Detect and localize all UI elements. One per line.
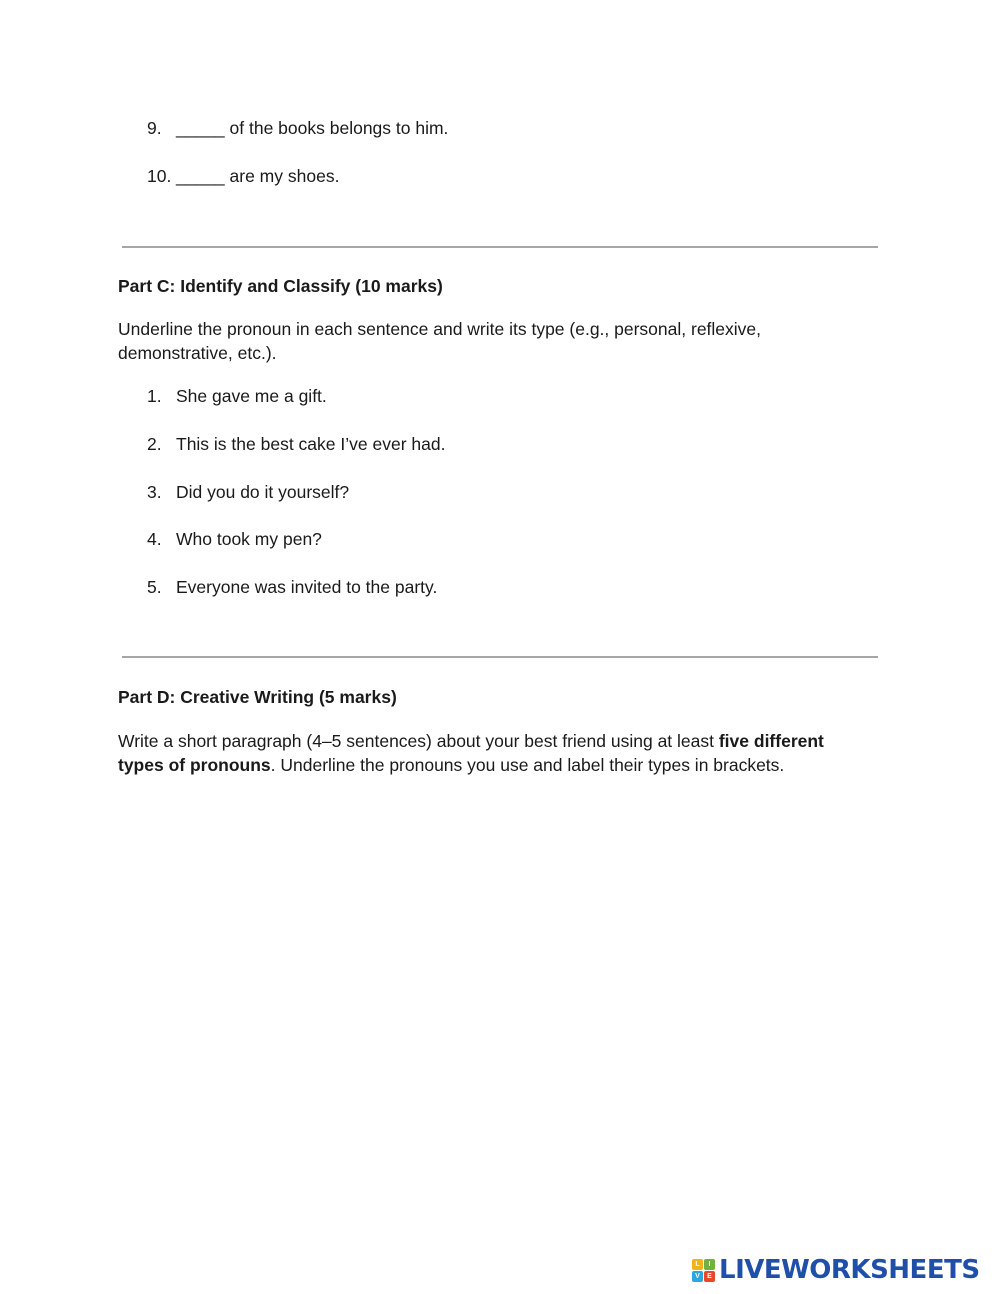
sentence-item: She gave me a gift.	[176, 386, 327, 406]
part-d-instruction	[118, 729, 878, 777]
logo-tile: L	[692, 1259, 703, 1270]
part-d-bold-line2: types of pronouns	[118, 755, 271, 775]
item-number: 9.	[147, 118, 162, 138]
item-number: 2.	[147, 434, 162, 454]
part-d-heading: Part D: Creative Writing (5 marks)	[118, 687, 397, 707]
logo-tile: I	[704, 1259, 715, 1270]
section-divider	[122, 656, 878, 658]
item-number: 3.	[147, 482, 162, 502]
sentence-item: Did you do it yourself?	[176, 482, 350, 502]
part-d-text-after: . Underline the pronouns you use and label their types in brackets.	[270, 755, 785, 775]
logo-tile: E	[704, 1271, 715, 1282]
logo-tiles-icon	[692, 1259, 715, 1282]
item-number: 10.	[147, 166, 172, 186]
part-c-heading: Part C: Identify and Classify (10 marks)	[118, 276, 443, 296]
part-d-text-before: Write a short paragraph (4–5 sentences) about your best friend using at least	[118, 731, 719, 751]
part-c-instruction	[118, 317, 878, 365]
part-d-bold-line1: five different	[718, 731, 824, 751]
sentence-item: Who took my pen?	[176, 529, 322, 549]
logo-text: LIVEWORKSHEETS	[719, 1255, 980, 1285]
item-number: 4.	[147, 529, 162, 549]
section-divider	[122, 246, 878, 248]
logo-tile: V	[692, 1271, 703, 1282]
sentence-item: Everyone was invited to the party.	[176, 577, 438, 597]
item-number: 5.	[147, 577, 162, 597]
item-number: 1.	[147, 386, 162, 406]
part-c-instruction-line1: Underline the pronoun in each sentence and write its type (e.g., personal, reflexive,	[118, 319, 762, 339]
fill-in-item: _____ are my shoes.	[176, 166, 340, 186]
liveworksheets-logo	[692, 1256, 980, 1284]
part-c-instruction-line2: demonstrative, etc.).	[118, 343, 277, 363]
sentence-item: This is the best cake I’ve ever had.	[176, 434, 446, 454]
fill-in-item: _____ of the books belongs to him.	[176, 118, 449, 138]
